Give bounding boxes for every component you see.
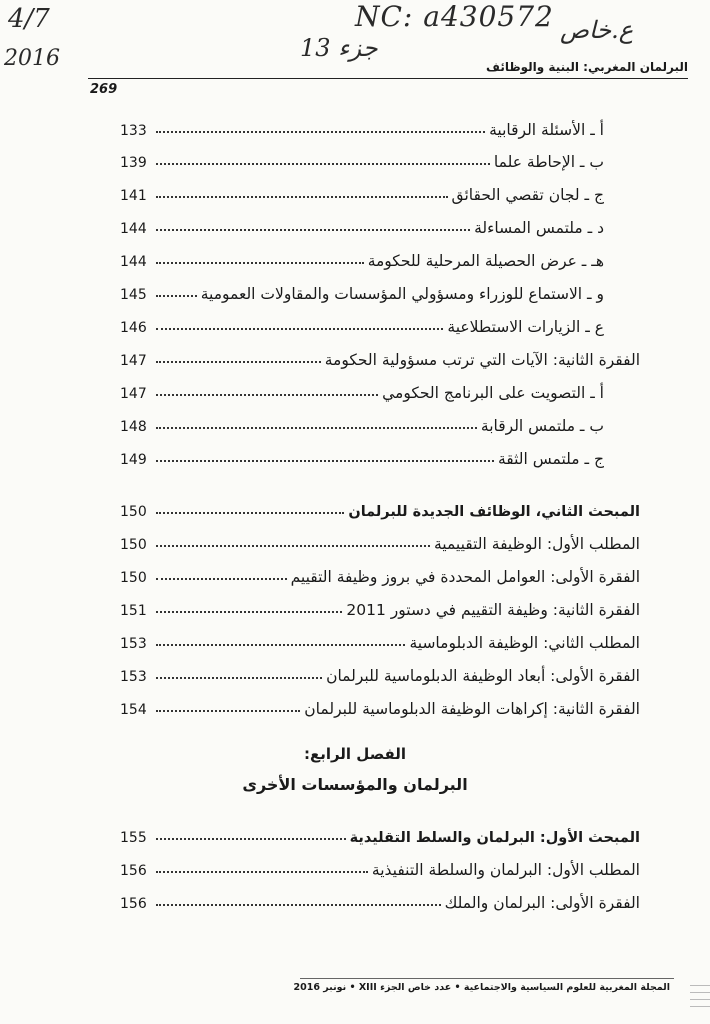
page-edge-line xyxy=(690,985,710,986)
toc-entry[interactable]: الفقرة الثانية: إكراهات الوظيفة الدبلوماسية للبرلمان 154 xyxy=(120,700,640,718)
page-edge-line xyxy=(690,1006,710,1007)
toc-entry[interactable]: الفقرة الأولى: العوامل المحددة في بروز وظيفة التقييم 150 xyxy=(120,568,640,586)
toc-entry[interactable]: هـ ـ عرض الحصيلة المرحلية للحكومة 144 xyxy=(120,252,604,270)
toc-entry[interactable]: و ـ الاستماع للوزراء ومسؤولي المؤسسات والمقاولات العمومية 145 xyxy=(120,285,604,303)
handwritten-note: ع.خاص xyxy=(560,16,634,44)
toc-entry[interactable]: أ ـ الأسئلة الرقابية 133 xyxy=(120,121,604,139)
journal-footer: المجلة المغربية للعلوم السياسية والاجتماعية • عدد خاص الجزء XIII • نونبر 2016 xyxy=(293,982,670,993)
toc-entry[interactable]: المطلب الثاني: الوظيفة الدبلوماسية 153 xyxy=(120,634,640,652)
toc-entry[interactable]: المطلب الأول: البرلمان والسلطة التنفيذية 156 xyxy=(120,861,640,879)
toc-entry[interactable]: د ـ ملتمس المساءلة 144 xyxy=(120,219,604,237)
page-number: 269 xyxy=(90,82,118,97)
chapter-label: الفصل الرابع: xyxy=(303,745,407,763)
page-edge-line xyxy=(690,999,710,1000)
handwritten-year: 2016 xyxy=(4,46,60,71)
toc-section-heading[interactable]: المبحث الأول: البرلمان والسلط التقليدية 155 xyxy=(120,830,640,846)
handwritten-code: NC: a430572 xyxy=(355,0,554,33)
handwritten-date: 4/7 xyxy=(8,4,50,34)
handwritten-volume: جزء 13 xyxy=(300,34,378,62)
chapter-title: البرلمان والمؤسسات الأخرى xyxy=(242,775,468,794)
toc-entry[interactable]: ج ـ ملتمس الثقة 149 xyxy=(120,450,604,468)
footer-rule xyxy=(300,978,674,979)
toc-entry[interactable]: الفقرة الأولى: البرلمان والملك 156 xyxy=(120,894,640,912)
toc-entry[interactable]: الفقرة الأولى: أبعاد الوظيفة الدبلوماسية للبرلمان 153 xyxy=(120,667,640,685)
header-rule xyxy=(88,78,688,79)
page-edge-line xyxy=(690,992,710,993)
toc-section-heading[interactable]: المبحث الثاني، الوظائف الجديدة للبرلمان 150 xyxy=(120,504,640,520)
toc-entry[interactable]: ب ـ الإحاطة علما 139 xyxy=(120,153,604,171)
toc-entry[interactable]: المطلب الأول: الوظيفة التقييمية 150 xyxy=(120,535,640,553)
toc-entry[interactable]: الفقرة الثانية: وظيفة التقييم في دستور 2011 151 xyxy=(120,601,640,619)
toc-entry[interactable]: ع ـ الزيارات الاستطلاعية 146 xyxy=(120,318,604,336)
toc-entry[interactable]: ج ـ لجان تقصي الحقائق 141 xyxy=(120,186,604,204)
toc-entry[interactable]: الفقرة الثانية: الآيات التي ترتب مسؤولية الحكومة 147 xyxy=(120,351,640,369)
toc-entry[interactable]: أ ـ التصويت على البرنامج الحكومي 147 xyxy=(120,384,604,402)
running-header: البرلمان المغربي: البنية والوظائف xyxy=(486,60,688,74)
toc-entry[interactable]: ب ـ ملتمس الرقابة 148 xyxy=(120,417,604,435)
